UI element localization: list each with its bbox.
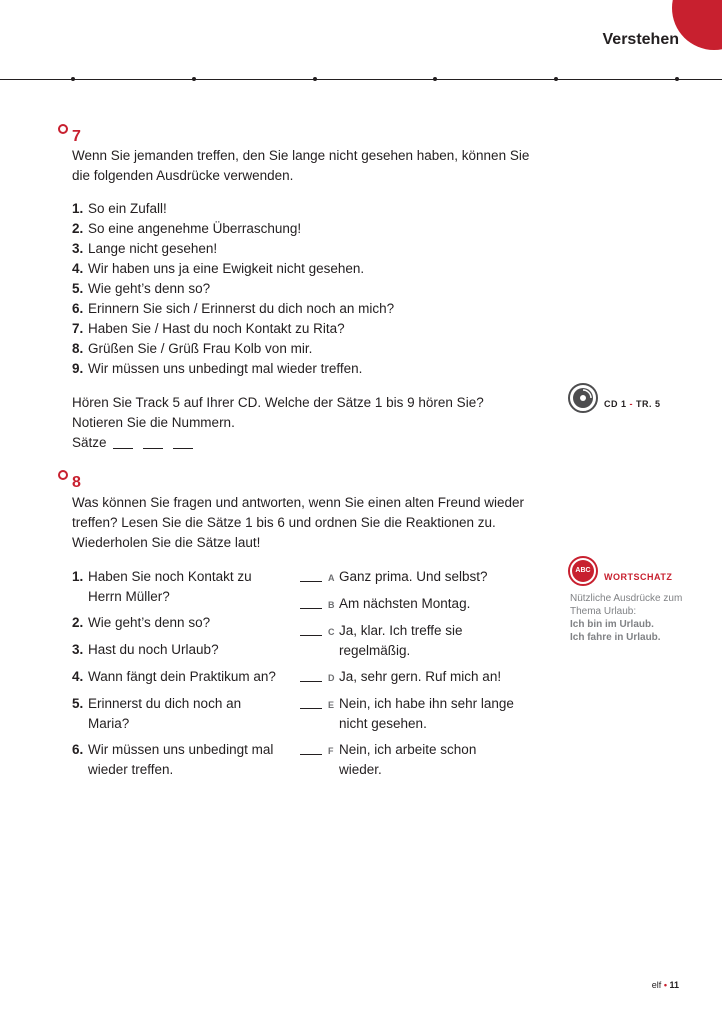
- rule-dot: [192, 77, 196, 81]
- answer-blank[interactable]: [300, 708, 322, 709]
- list-item: 2. So eine angenehme Überraschung!: [72, 221, 302, 236]
- expression-list: [72, 199, 394, 379]
- exercise-number: 7: [72, 128, 81, 145]
- list-item: 6. Erinnern Sie sich / Erinnerst du dich noch an mich?: [72, 301, 395, 316]
- answer-blank[interactable]: [300, 635, 322, 636]
- cd-track-label: CD 1 - TR. 5: [604, 399, 661, 409]
- exercise-intro: Wenn Sie jemanden treffen, den Sie lange nicht gesehen haben, können Sie die folgenden Ausdrücke verwenden.: [72, 148, 530, 183]
- wortschatz-label: WORTSCHATZ: [604, 572, 673, 582]
- saetze-row: [72, 433, 196, 453]
- list-item: 5. Wie geht’s denn so?: [72, 281, 211, 296]
- answer-blank[interactable]: [113, 447, 133, 449]
- answer-blank[interactable]: [143, 447, 163, 449]
- list-item: 4. Wir haben uns ja eine Ewigkeit nicht gesehen.: [72, 261, 365, 276]
- exercise-number: 8: [72, 474, 81, 491]
- exercise-ring-icon: [58, 124, 68, 134]
- list-item: 7. Haben Sie / Hast du noch Kontakt zu Rita?: [72, 321, 345, 336]
- abc-icon: ABC: [568, 556, 598, 586]
- section-title: Verstehen: [602, 31, 679, 48]
- rule-dot: [675, 77, 679, 81]
- list-item: 1. So ein Zufall!: [72, 201, 167, 216]
- page-number: 11: [669, 980, 679, 990]
- answer-blank[interactable]: [300, 681, 322, 682]
- answer-blank[interactable]: [173, 447, 193, 449]
- list-item: 8. Grüßen Sie / Grüß Frau Kolb von mir.: [72, 341, 313, 356]
- saetze-label: Sätze: [72, 435, 107, 450]
- exercise-ring-icon: [58, 470, 68, 480]
- header-rule: [0, 79, 722, 80]
- list-item: 3. Lange nicht gesehen!: [72, 241, 218, 256]
- rule-dot: [433, 77, 437, 81]
- wortschatz-note: Nützliche Ausdrücke zum Thema Urlaub: Ich bin im Urlaub. Ich fahre in Urlaub.: [570, 593, 683, 643]
- page-footer: elf • 11: [651, 980, 679, 990]
- task-text: Hören Sie Track 5 auf Ihrer CD. Welche der Sätze 1 bis 9 hören Sie? Notieren Sie die Nummern.: [72, 395, 484, 430]
- chapter-tab: [672, 0, 722, 50]
- answer-blank[interactable]: [300, 754, 322, 755]
- cd-icon: [568, 383, 598, 413]
- rule-dot: [313, 77, 317, 81]
- answer-blank[interactable]: [300, 608, 322, 609]
- rule-dot: [554, 77, 558, 81]
- answer-blank[interactable]: [300, 581, 322, 582]
- exercise-intro: Was können Sie fragen und antworten, wenn Sie einen alten Freund wieder treffen? Lesen Sie die Sätze 1 bis 6 und ordnen Sie die Reaktionen zu. Wiederholen Sie die Sätze laut!: [72, 495, 525, 550]
- list-item: 9. Wir müssen uns unbedingt mal wieder treffen.: [72, 361, 363, 376]
- rule-dot: [71, 77, 75, 81]
